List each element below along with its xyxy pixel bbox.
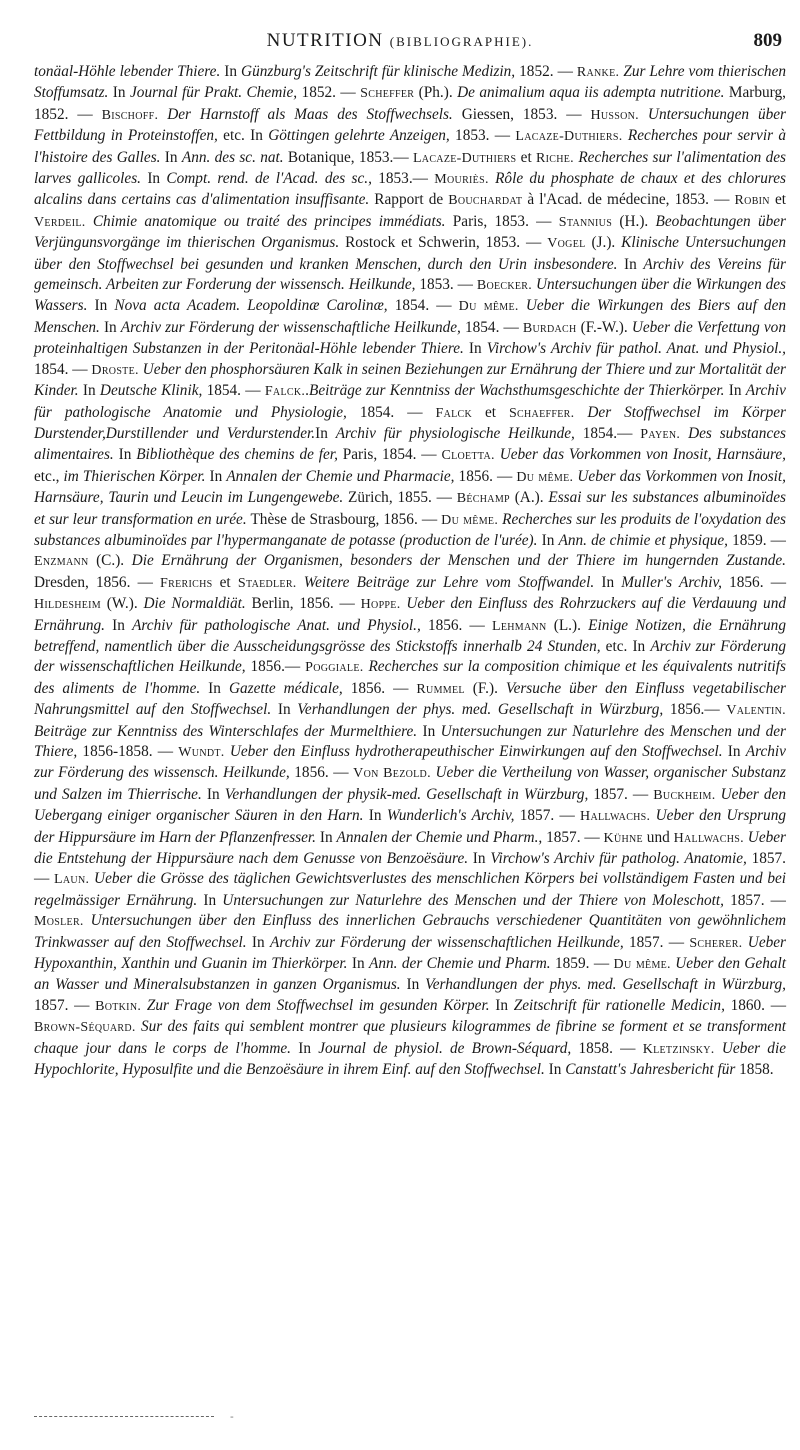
author-name: Frerichs	[160, 575, 213, 591]
footer-rule	[34, 1416, 214, 1417]
work-title: Archiv zur Förderung des wissensch. Heilkunde,	[34, 743, 786, 782]
author-name: Falck.	[264, 384, 306, 400]
citation-text: 1857. —	[623, 933, 690, 951]
citation-text: (L.).	[546, 616, 589, 634]
work-title: Recherches pour servir à l'histoire des Galles.	[34, 127, 787, 166]
work-title: Ueber den Einfluss des Rohrzuckers auf die Verdauung und Ernährung.	[34, 595, 786, 634]
citation-text: 1852. —	[297, 84, 361, 102]
author-name: Hallwachs.	[673, 830, 744, 846]
citation-text: 1853. —	[415, 276, 477, 294]
citation-text: et	[516, 148, 537, 166]
work-title: Untersuchungen über die Wirkungen des Wassers.	[34, 276, 787, 315]
citation-text: In	[347, 955, 370, 973]
citation-text: 1856. —	[289, 764, 354, 782]
author-name: Stannius	[558, 214, 613, 230]
work-title: Beiträge zur Kenntniss des Winterschlafes der Murmelthiere.	[34, 722, 418, 740]
work-title: Ueber das Vorkommen von Inosit, Harnsäure,	[499, 446, 786, 464]
citation-text: 1859. —	[550, 955, 614, 973]
work-title: Zeitschrift für rationelle Medicin,	[513, 996, 725, 1014]
citation-text: 1854. —	[34, 360, 92, 378]
work-title: Recherches sur les produits de l'oxydation des substances albuminoïdes par l'hypermanganate de potasse (production de l'urée).	[34, 510, 786, 549]
author-name: Robin	[734, 193, 770, 209]
work-title: im Thierischen Körper.	[63, 467, 206, 485]
author-name: Cloetta.	[441, 448, 495, 464]
work-title: Verhandlungen der phys. med. Gesellschaft in Würzburg,	[297, 701, 664, 719]
work-title: Ann. der Chemie und Pharm.	[369, 955, 551, 973]
author-name: Lacaze-Duthiers	[412, 150, 517, 166]
citation-text: (Ph.).	[414, 84, 458, 102]
citation-text: 1858. —	[571, 1039, 643, 1057]
author-name: Rummel	[416, 681, 465, 697]
work-title: Untersuchungen über Fettbildung in Proteinstoffen,	[34, 105, 786, 145]
citation-text: .	[305, 382, 309, 400]
citation-text: et	[472, 403, 509, 421]
citation-text: (J.).	[585, 234, 622, 252]
work-title: Beobachtungen über Verjüngunsvorgänge im thierischen Organismus.	[34, 212, 787, 252]
author-name: Wundt.	[178, 745, 225, 760]
author-name: Poggiale.	[305, 660, 364, 676]
author-name: Burdach	[522, 320, 577, 336]
author-name: Verdeil.	[34, 214, 86, 230]
work-title: Versuche über den Einfluss vegetabilischer Nahrungsmittel auf den Stoffwechsel.	[34, 679, 786, 719]
citation-text: In	[99, 318, 121, 336]
citation-text	[84, 912, 91, 929]
citation-text	[574, 404, 587, 421]
author-name: Laun.	[54, 872, 90, 888]
work-title: Ueber den phosphorsäuren Kalk in seinen Beziehungen zur Ernährung der Thiere und zur Mortalität der Kinder.	[34, 360, 787, 400]
work-title: De animalium aqua iis adempta nutritione.	[457, 84, 725, 102]
citation-text: In	[200, 679, 229, 697]
author-name: Bouchardat	[448, 193, 523, 209]
work-title: Ueber die Grösse des täglichen Gewichtsverlustes des menschlichen Körpers bei vollständigem Fasten und bei regelmässiger Ernährung.	[34, 870, 787, 909]
citation-text: In	[489, 996, 514, 1014]
citation-text: 1856. —	[342, 679, 417, 697]
citation-text: In	[722, 743, 746, 760]
work-title: Beiträge zur Kenntniss der Wachsthumsgeschichte der Thierkörper.	[308, 382, 725, 400]
work-title: Der Harnstoff als Maas des Stoffwechsels.	[167, 105, 453, 123]
citation-text: 1857. —	[588, 785, 654, 803]
author-name: Riche.	[536, 150, 574, 166]
citation-text: In	[271, 701, 298, 719]
author-name: Du même.	[441, 512, 499, 528]
work-title: Deutsche Klinik,	[99, 382, 203, 400]
work-title: Ueber die Entstehung der Hippursäure nach dem Genusse von Benzoësäure.	[34, 828, 787, 868]
citation-text: In	[417, 722, 441, 740]
citation-text: 1853.—	[371, 170, 435, 188]
citation-text: 1857. —	[723, 891, 786, 909]
citation-text: Berlin, 1856. —	[245, 595, 361, 613]
work-title: Wunderlich's Archiv,	[386, 807, 515, 825]
work-title: Ueber den Gehalt an Wasser und Mineralsubstanzen in ganzen Organismus.	[34, 955, 786, 994]
citation-text: In	[205, 467, 227, 485]
author-name: Du même.	[516, 469, 574, 485]
work-title: Archiv des Vereins für gemeinsch. Arbeiten zur Forderung der wissensch. Heilkunde,	[34, 255, 786, 294]
citation-text: à l'Acad. de médecine, 1853. —	[522, 191, 735, 209]
work-title: Der Stoffwechsel im Körper Durstender,Durstillender und Verdurstender.	[34, 403, 786, 442]
citation-text: 1856. —	[420, 616, 493, 634]
work-title: Essai sur les substances albuminoïdes et sur leur transformation en urée.	[34, 489, 786, 528]
running-title	[0, 30, 800, 52]
work-title: Recherches sur la composition chimique et les équivalents nutritifs des aliments de l'homme.	[34, 658, 786, 697]
author-name: Botkin.	[95, 998, 142, 1014]
citation-text: 1857. —	[514, 807, 581, 825]
citation-text: und	[642, 828, 674, 846]
citation-text: 1856. —	[721, 573, 787, 591]
citation-text: etc. In	[217, 127, 269, 145]
citation-text: In	[104, 616, 133, 634]
citation-text: Rostock et Schwerin, 1853. —	[339, 234, 548, 252]
author-name: Mouriès.	[434, 172, 489, 188]
work-title: Compt. rend. de l'Acad. des sc.,	[166, 170, 372, 188]
work-title: Bibliothèque des chemins de fer,	[136, 446, 338, 464]
author-name: Lehmann	[492, 618, 547, 634]
bibliography-paragraph	[34, 62, 786, 1081]
citation-text: In	[197, 891, 223, 909]
author-name: Buckheim.	[653, 787, 716, 803]
work-title: Journal für Prakt. Chemie,	[130, 84, 298, 102]
work-title: Untersuchungen zur Naturlehre des Menschen und der Thiere von Moleschott,	[222, 891, 724, 909]
work-title: Ueber Hypoxanthin, Xanthin und Guanin im Thierkörper.	[34, 933, 786, 973]
author-name: Du même.	[613, 957, 671, 973]
work-title: Rôle du phosphate de chaux et des chlorures alcalins dans certains cas d'alimentation insuffisante.	[34, 170, 786, 209]
citation-text: In	[316, 828, 337, 846]
work-title: Virchow's Archiv für patholog. Anatomie,	[490, 850, 747, 868]
citation-text: In	[108, 84, 130, 102]
citation-text	[86, 213, 93, 230]
citation-text: 1859. —	[727, 531, 786, 549]
work-title: Archiv zur Förderung der wissenschaftlichen Heilkunde,	[34, 637, 787, 676]
work-title: Sur des faits qui semblent montrer que plusieurs kilogrammes de fibrine se forment et se transforment chaque jour dans le corps de l'homme.	[34, 1018, 786, 1057]
footer-mark: -	[230, 1410, 234, 1423]
citation-text: 1857. —	[34, 850, 786, 888]
author-name: Schaeffer.	[508, 405, 575, 421]
citation-text: etc.,	[34, 467, 64, 485]
citation-text: Giessen, 1853. —	[452, 105, 591, 123]
author-name: Boecker.	[476, 278, 533, 294]
author-name: Payen.	[640, 426, 681, 442]
citation-text: In	[363, 807, 387, 825]
citation-text: In	[724, 382, 746, 400]
work-title: Ueber die Verfettung von proteinhaltigen Substanzen in der Peritonäal-Höhle lebender Thiere.	[34, 318, 786, 358]
citation-text: 1860. —	[724, 996, 786, 1014]
work-title: Weitere Beiträge zur Lehre vom Stoffwandel.	[303, 573, 595, 591]
work-title: Ueber den Uebergang einiger organischer Säuren in den Harn.	[34, 785, 786, 825]
work-title: Journal de physiol. de Brown-Séquard,	[318, 1039, 572, 1057]
author-name: Kühne	[603, 830, 643, 846]
citation-text: 1856-1858. —	[77, 743, 179, 760]
citation-text: 1857. —	[34, 996, 96, 1014]
author-name: Staedler.	[237, 575, 297, 591]
citation-text: Botanique, 1853.—	[283, 148, 413, 166]
citation-text: In	[463, 340, 487, 358]
author-name: Béchamp	[456, 491, 510, 507]
citation-text: In	[400, 976, 426, 994]
author-name: Valentin.	[726, 703, 786, 719]
page-number: 809	[753, 30, 782, 51]
citation-text: et	[769, 191, 786, 209]
citation-text: (C.).	[88, 552, 132, 570]
work-title: Die Ernährung der Organismen, besonders der Menschen und der Thiere im hungernden Zustande.	[131, 552, 786, 570]
citation-text: Zürich, 1855. —	[343, 489, 457, 507]
work-title: Ann. des sc. nat.	[181, 148, 284, 166]
author-name: Hoppe.	[360, 597, 401, 613]
author-name: Lacaze-Duthiers.	[515, 129, 623, 145]
work-title: tonäal-Höhle lebender Thiere.	[34, 63, 221, 80]
author-name: Falck	[435, 405, 472, 421]
author-name: Hildesheim	[34, 597, 101, 613]
citation-text	[639, 106, 648, 123]
author-name: Kletzinsky.	[642, 1041, 715, 1057]
running-title-main: NUTRITION	[266, 30, 384, 51]
work-title: Nova acta Academ. Leopoldinæ Carolinæ,	[114, 297, 388, 315]
citation-text: In	[315, 424, 336, 442]
citation-text: Paris, 1853. —	[445, 212, 559, 230]
citation-text: In	[544, 1061, 566, 1079]
citation-text: In	[468, 850, 491, 868]
work-title: Canstatt's Jahresbericht für	[565, 1061, 736, 1079]
work-title: Ueber den Ursprung der Hippursäure im Harn der Pflanzenfresser.	[34, 807, 786, 846]
author-name: Bischoff.	[101, 107, 159, 123]
citation-text: etc. In	[600, 637, 651, 655]
work-title: Untersuchungen zur Naturlehre des Menschen und der Thiere,	[34, 722, 786, 760]
work-title: Klinische Untersuchungen über den Stoffwechsel bei gesunden und kranken Menschen, durch den Urin insbesondere.	[34, 234, 786, 273]
author-name: Brown-Séquard.	[34, 1020, 136, 1036]
citation-text: In	[291, 1039, 319, 1057]
work-title: Untersuchungen über den Einfluss des innerlichen Gebrauchs verschiedener Quantitäten von gewöhnlichem Trinkwasser auf den Stoffwechsel.	[34, 912, 786, 951]
author-name: Mosler.	[34, 914, 84, 930]
citation-text: 1856. —	[454, 467, 517, 485]
work-title: Chimie anatomique ou traité des principes immédiats.	[92, 212, 446, 230]
citation-text: Rapport de	[369, 191, 449, 209]
citation-text: In	[246, 933, 270, 951]
author-name: Husson.	[590, 107, 639, 123]
citation-text: 1858.	[735, 1061, 774, 1079]
citation-text: In	[617, 255, 644, 273]
citation-text: In	[160, 148, 182, 166]
author-name: Hallwachs.	[580, 809, 651, 825]
work-title: Günzburg's Zeitschrift für klinische Medizin,	[241, 63, 516, 80]
work-title: Die Normaldiät.	[143, 595, 246, 613]
work-title: Archiv für physiologische Heilkunde,	[335, 424, 575, 442]
citation-text: Paris, 1854. —	[337, 446, 442, 464]
author-name: Vogel	[547, 236, 586, 252]
citation-text: 1854. —	[387, 297, 459, 315]
work-title: Verhandlungen der phys. med. Gesellschaft in Würzburg,	[425, 976, 786, 994]
bibliography-text	[34, 62, 786, 1081]
author-name: Scherer.	[689, 935, 743, 951]
work-title: Ueber die Wirkungen des Biers auf den Menschen.	[34, 297, 787, 336]
citation-text: (F.).	[464, 679, 506, 697]
work-title: Zur Frage von dem Stoffwechsel im gesunden Körper.	[146, 996, 490, 1014]
citation-text: 1854. —	[346, 403, 436, 421]
citation-text	[715, 1040, 722, 1057]
page-header	[0, 30, 800, 58]
citation-text: (F.-W.).	[576, 318, 632, 336]
author-name: Ranke.	[576, 65, 620, 80]
citation-text	[158, 106, 167, 123]
work-title: Annalen der Chemie und Pharm.,	[336, 828, 543, 846]
citation-text	[297, 574, 304, 591]
work-title: Gazette médicale,	[228, 679, 343, 697]
author-name: Droste.	[91, 362, 139, 378]
author-name: Von Bezold.	[353, 766, 431, 782]
citation-text: In	[78, 382, 100, 400]
citation-text: 1854.—	[574, 424, 641, 442]
author-name: Scheffer	[360, 86, 415, 102]
citation-text: Dresden, 1856. —	[34, 573, 161, 591]
work-title: Ueber die Vertheilung von Wasser, organischer Substanz und Salzen im Thierrische.	[34, 764, 787, 803]
citation-text: (H.).	[612, 212, 656, 230]
work-title: Des substances alimentaires.	[34, 424, 786, 464]
citation-text: In	[141, 170, 167, 188]
work-title: Virchow's Archiv für pathol. Anat. und Physiol.,	[486, 340, 786, 358]
work-title: Archiv zur Förderung der wissenschaftlichen Heilkunde,	[269, 933, 624, 951]
citation-text: In	[113, 446, 137, 464]
work-title: Archiv zur Förderung der wissenschaftliche Heilkunde,	[120, 318, 461, 336]
work-title: Muller's Archiv,	[621, 573, 722, 591]
citation-text: In	[594, 573, 622, 591]
work-title: Ueber den Einfluss hydrotherapeuthischer Einwirkungen auf den Stoffwechsel.	[229, 743, 723, 760]
citation-text: 1856.—	[663, 701, 727, 719]
citation-text: 1854. —	[202, 382, 265, 400]
citation-text: In	[220, 63, 242, 80]
citation-text: (W.).	[101, 595, 144, 613]
citation-text: 1856.—	[245, 658, 306, 676]
citation-text: 1853. —	[449, 127, 516, 145]
work-title: Annalen der Chemie und Pharmacie,	[226, 467, 455, 485]
work-title: Archiv für pathologische Anatomie und Physiologie,	[34, 382, 786, 421]
work-title: Göttingen gelehrte Anzeigen,	[268, 127, 450, 145]
work-title: Verhandlungen der physik-med. Gesellschaft in Würzburg,	[224, 785, 589, 803]
citation-text	[519, 297, 526, 314]
citation-text	[680, 425, 688, 442]
citation-text: (A.).	[509, 489, 549, 507]
citation-text: Thèse de Strasbourg, 1856. —	[246, 510, 442, 528]
running-title-subtitle: (BIBLIOGRAPHIE).	[389, 34, 534, 49]
work-title: Ann. de chimie et physique,	[558, 531, 728, 549]
work-title: Einige Notizen, die Ernährung betreffend, namentlich über die Ausscheidungsgrösse des Stickstoffs innerhalb 24 Stunden,	[34, 616, 786, 655]
citation-text: et	[212, 573, 238, 591]
work-title: Archiv für pathologische Anat. und Physiol.,	[132, 616, 421, 634]
citation-text: 1854. —	[460, 318, 523, 336]
citation-text: 1852. —	[515, 63, 577, 80]
citation-text: In	[537, 531, 559, 549]
citation-text: Marburg, 1852. —	[34, 84, 786, 123]
citation-text: In	[201, 785, 225, 803]
work-title: Recherches sur l'alimentation des larves gallicoles.	[34, 148, 786, 188]
citation-text: In	[87, 297, 115, 315]
author-name: Enzmann	[34, 554, 89, 570]
work-title: Ueber das Vorkommen von Inosit, Harnsäure, Taurin und Leucin im Lungengewebe.	[34, 467, 787, 507]
work-title: Zur Lehre vom thierischen Stoffumsatz.	[34, 63, 787, 102]
author-name: Du même.	[458, 299, 519, 315]
work-title: Ueber die Hypochlorite, Hyposulfite und die Benzoësäure in ihrem Einf. auf den Stoffwechsel.	[34, 1039, 786, 1079]
citation-text: 1857. —	[542, 828, 604, 846]
